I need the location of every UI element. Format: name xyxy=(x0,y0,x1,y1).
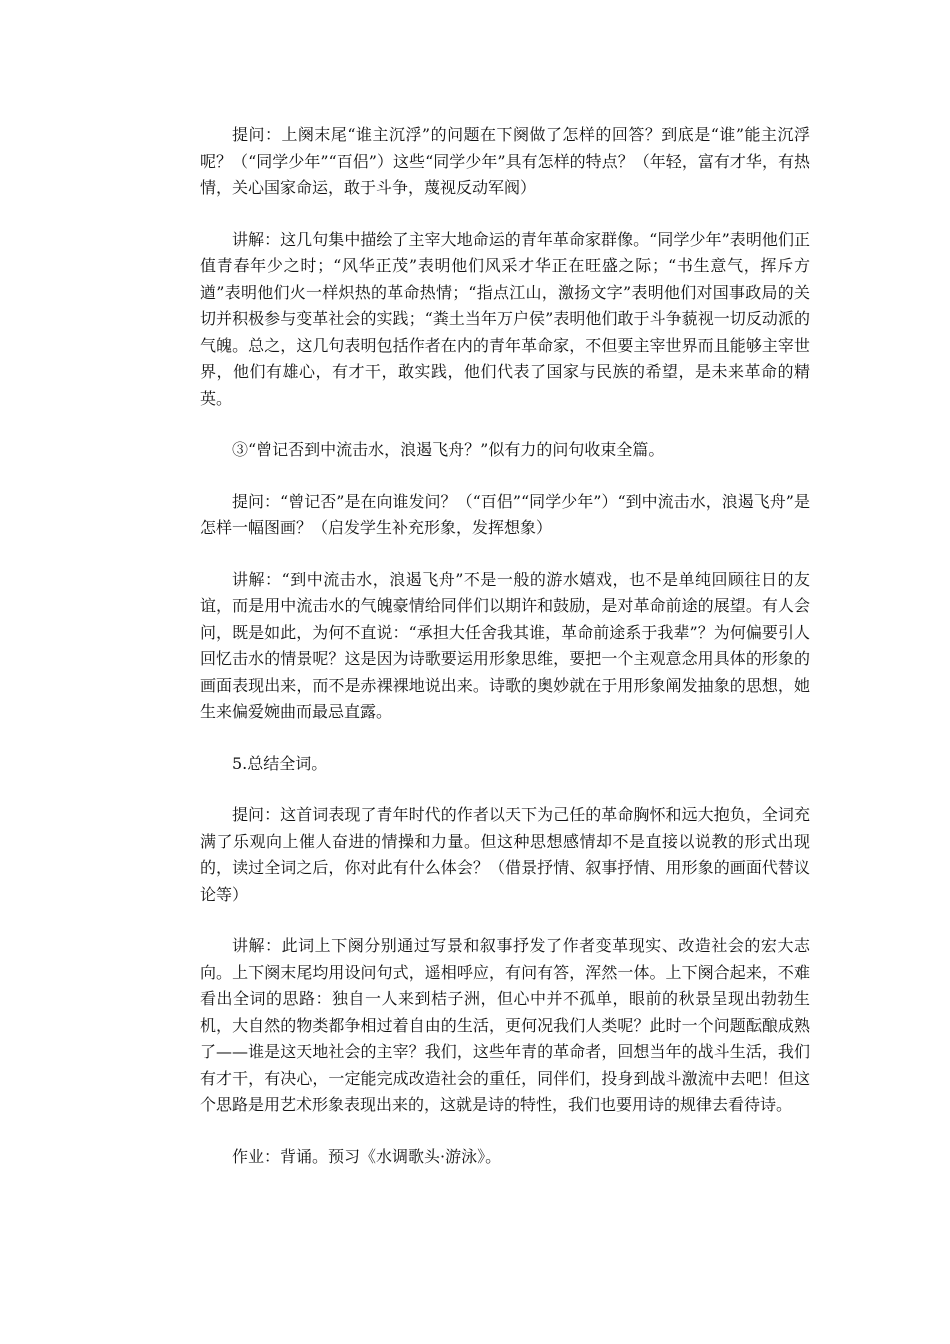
document-page xyxy=(200,122,810,1195)
paragraph-explanation-swimming: 讲解：“到中流击水，浪遏飞舟”不是一般的游水嬉戏，也不是单纯回顾往日的友谊，而是用中流击水的气魄豪情给同伴们以期许和鼓励，是对革命前途的展望。有人会问，既是如此，为何不直说：“承担大任舍我其谁，革命前途系于我辈”？为何偏要引人回忆击水的情景呢？这是因为诗歌要运用形象思维，要把一个主观意念用具体的形象的画面表现出来，而不是赤裸裸地说出来。诗歌的奥妙就在于用形象阐发抽象的思想，她生来偏爱婉曲而最忌直露。 xyxy=(200,569,810,721)
paragraph-closing-question: ③“曾记否到中流击水，浪遏飞舟？”似有力的问句收束全篇。 xyxy=(232,440,665,459)
paragraph-question-who-asked: 提问：“曾记否”是在向谁发问？（“百侣”“同学少年”）“到中流击水，浪遏飞舟”是怎样一幅图画？（启发学生补充形象，发挥想象） xyxy=(200,491,810,537)
section-heading-summary: 5.总结全词。 xyxy=(232,753,328,773)
paragraph-question-who-rules: 提问：上阕末尾“谁主沉浮”的问题在下阕做了怎样的回答？到底是“谁”能主沉浮呢？（“同学少年”“百侣”）这些“同学少年”具有怎样的特点？（年轻，富有才华，有热情，关心国家命运，敢于斗争，蔑视反动军阀） xyxy=(200,125,810,197)
paragraph-explanation-young-revolutionaries: 讲解：这几句集中描绘了主宰大地命运的青年革命家群像。“同学少年”表明他们正值青春年少之时；“风华正茂”表明他们风采才华正在旺盛之际；“书生意气，挥斥方遒”表明他们火一样炽热的革命热情；“指点江山，激扬文字”表明他们对国事政局的关切并积极参与变革社会的实践；“粪土当年万户侯”表明他们敢于斗争藐视一切反动派的气魄。总之，这几句表明包括作者在内的青年革命家，不但要主宰世界而且能够主宰世界，他们有雄心，有才干，敢实践，他们代表了国家与民族的希望，是未来革命的精英。 xyxy=(200,229,810,408)
paragraph-question-feelings: 提问：这首词表现了青年时代的作者以天下为己任的革命胸怀和远大抱负，全词充满了乐观向上催人奋进的情操和力量。但这种思想感情却不是直接以说教的形式出现的，读过全词之后，你对此有什么体会？（借景抒情、叙事抒情、用形象的画面代替议论等） xyxy=(200,805,810,904)
paragraph-homework: 作业：背诵。预习《水调歌头·游泳》。 xyxy=(232,1146,502,1166)
paragraph-explanation-structure: 讲解：此词上下阕分别通过写景和叙事抒发了作者变革现实、改造社会的宏大志向。上下阕末尾均用设问句式，遥相呼应，有问有答，浑然一体。上下阕合起来，不难看出全词的思路：独自一人来到桔子洲，但心中并不孤单，眼前的秋景呈现出勃勃生机，大自然的物类都争相过着自由的生活，更何况我们人类呢？此时一个问题酝酿成熟了——谁是这天地社会的主宰？我们，这些年青的革命者，回想当年的战斗生活，我们有才干，有决心，一定能完成改造社会的重任，同伴们，投身到战斗激流中去吧！但这个思路是用艺术形象表现出来的，这就是诗的特性，我们也要用诗的规律去看待诗。 xyxy=(200,936,810,1114)
